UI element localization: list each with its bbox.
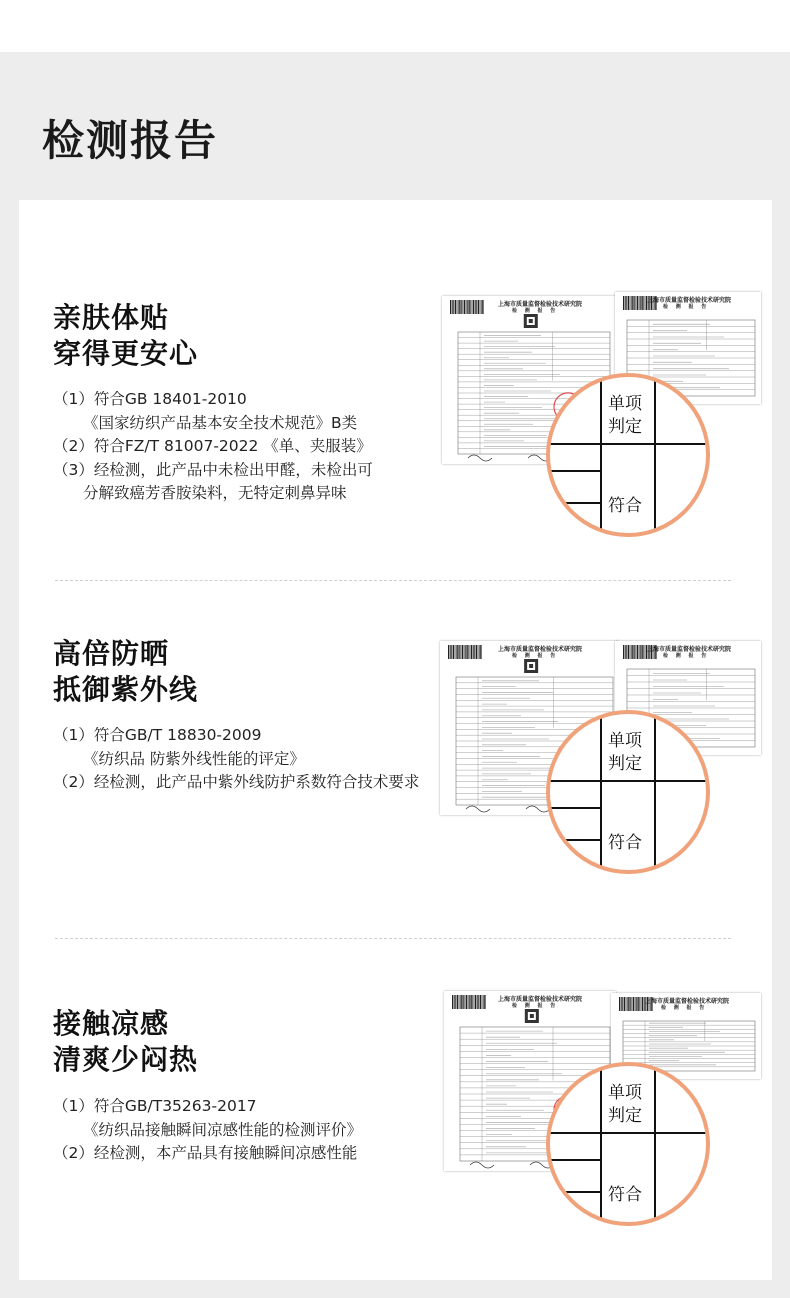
barcode-bar xyxy=(471,645,472,659)
signature xyxy=(470,1162,494,1168)
barcode-bar xyxy=(463,995,464,1009)
barcode-bar xyxy=(642,997,643,1011)
barcode-bar xyxy=(460,995,461,1009)
barcode-bar xyxy=(468,645,469,659)
signature xyxy=(468,455,492,461)
barcode-bar xyxy=(458,300,459,314)
verdict-label-line-1: 单项 xyxy=(608,394,642,414)
barcode-bar xyxy=(472,995,473,1009)
barcode-bar xyxy=(480,300,481,314)
verdict-result: 符合 xyxy=(608,833,642,853)
barcode-bar xyxy=(631,296,632,310)
barcode-bar xyxy=(622,997,623,1011)
report-institute: 上海市质量监督检验技术研究院 xyxy=(647,297,732,304)
barcode-bar xyxy=(637,296,638,310)
barcode-bar xyxy=(476,300,477,314)
barcode-bar xyxy=(451,645,452,659)
barcode-bar xyxy=(461,995,462,1009)
section-headline xyxy=(53,300,198,372)
section-divider xyxy=(55,938,731,939)
list-item: （2）经检测，本产品具有接触瞬间凉感性能 xyxy=(53,1144,358,1162)
barcode-bar xyxy=(453,645,454,659)
list-item: 《纺织品 防紫外线性能的评定》 xyxy=(83,749,305,768)
barcode-bar xyxy=(459,300,460,314)
barcode-bar xyxy=(469,995,470,1009)
barcode-bar xyxy=(457,300,458,314)
verdict-result: 符合 xyxy=(608,1185,642,1205)
list-item: （2）经检测，此产品中紫外线防护系数符合技术要求 xyxy=(53,773,420,791)
report-title: 检 测 报 告 xyxy=(663,653,710,659)
barcode-bar xyxy=(464,300,465,314)
barcode-bar xyxy=(448,645,449,659)
page-title: 检测报告 xyxy=(42,116,219,165)
barcode-bar xyxy=(645,296,646,310)
barcode-bar xyxy=(627,997,628,1011)
barcode-bar xyxy=(462,645,463,659)
barcode-bar xyxy=(636,645,637,659)
barcode-bar xyxy=(641,296,642,310)
barcode-bar xyxy=(634,296,635,310)
barcode-bar xyxy=(640,296,641,310)
report-title: 检 测 报 告 xyxy=(661,1005,708,1011)
barcode-bar xyxy=(472,300,473,314)
barcode-bar xyxy=(630,997,631,1011)
barcode-bar xyxy=(637,997,638,1011)
barcode-bar xyxy=(470,995,471,1009)
barcode-bar xyxy=(470,300,471,314)
list-item: （2）符合FZ/T 81007-2022 《单、夹服装》 xyxy=(53,437,372,455)
barcode-bar xyxy=(463,300,464,314)
barcode-bar xyxy=(630,296,631,310)
barcode-bar xyxy=(643,645,644,659)
barcode-bar xyxy=(473,645,474,659)
barcode-bar xyxy=(452,995,453,1009)
barcode-bar xyxy=(621,997,622,1011)
section-skin-friendly xyxy=(19,200,772,590)
barcode-bar xyxy=(643,296,644,310)
signature xyxy=(466,806,490,812)
barcode-bar xyxy=(461,645,462,659)
barcode-bar xyxy=(474,995,475,1009)
barcode-bar xyxy=(457,995,458,1009)
barcode-bar xyxy=(457,645,458,659)
barcode-bar xyxy=(641,997,642,1011)
barcode-bar xyxy=(645,645,646,659)
barcode-bar xyxy=(639,296,640,310)
barcode-bar xyxy=(634,645,635,659)
barcode-bar xyxy=(623,645,624,659)
barcode-bar xyxy=(484,995,485,1009)
barcode-bar xyxy=(466,995,467,1009)
barcode-bar xyxy=(639,645,640,659)
barcode-bar xyxy=(619,997,620,1011)
barcode-bar xyxy=(481,300,482,314)
barcode-bar xyxy=(452,300,453,314)
barcode-bar xyxy=(626,645,627,659)
verdict-label-line-1: 单项 xyxy=(608,1083,642,1103)
barcode-bar xyxy=(455,300,456,314)
barcode-bar xyxy=(639,997,640,1011)
barcode-bar xyxy=(478,645,479,659)
barcode-bar xyxy=(632,296,633,310)
barcode-bar xyxy=(625,645,626,659)
report-title: 检 测 报 告 xyxy=(512,1003,559,1009)
report-title: 检 测 报 告 xyxy=(512,653,559,659)
barcode-bar xyxy=(626,997,627,1011)
barcode-bar xyxy=(478,300,479,314)
standards-list xyxy=(53,388,373,506)
barcode-bar xyxy=(636,296,637,310)
list-item: （1）符合GB/T 18830-2009 xyxy=(53,726,262,744)
standards-list xyxy=(53,1095,362,1166)
report-title: 检 测 报 告 xyxy=(512,308,559,314)
barcode-bar xyxy=(456,645,457,659)
barcode-bar xyxy=(459,995,460,1009)
barcode-bar xyxy=(624,997,625,1011)
barcode-bar xyxy=(470,645,471,659)
verdict-magnifier xyxy=(546,710,710,874)
verdict-result: 符合 xyxy=(608,496,642,516)
barcode-bar xyxy=(454,995,455,1009)
verdict-magnifier xyxy=(546,1062,710,1226)
verdict-label-line-2: 判定 xyxy=(608,417,642,437)
headline-line-2: 抵御紫外线 xyxy=(53,673,199,706)
report-institute: 上海市质量监督检验技术研究院 xyxy=(647,646,732,653)
barcode-bar xyxy=(464,645,465,659)
report-institute: 上海市质量监督检验技术研究院 xyxy=(498,301,583,308)
barcode-bar xyxy=(480,995,481,1009)
report-institute: 上海市质量监督检验技术研究院 xyxy=(498,996,583,1003)
report-institute: 上海市质量监督检验技术研究院 xyxy=(498,646,583,653)
barcode-bar xyxy=(632,645,633,659)
barcode-bar xyxy=(477,995,478,1009)
barcode-bar xyxy=(474,645,475,659)
barcode-bar xyxy=(473,300,474,314)
barcode-bar xyxy=(461,300,462,314)
barcode-bar xyxy=(466,645,467,659)
list-item: （3）经检测，此产品中未检出甲醛，未检出可 xyxy=(53,460,373,479)
list-item: 《纺织品接触瞬间凉感性能的检测评价》 xyxy=(83,1120,363,1139)
list-item: （1）符合GB 18401-2010 xyxy=(53,390,247,408)
barcode-bar xyxy=(475,300,476,314)
barcode-bar xyxy=(628,645,629,659)
barcode-bar xyxy=(465,645,466,659)
barcode-bar xyxy=(482,300,483,314)
standards-list xyxy=(53,724,419,795)
barcode-bar xyxy=(628,296,629,310)
headline-line-1: 高倍防晒 xyxy=(53,637,170,670)
headline-line-2: 清爽少闷热 xyxy=(53,1043,199,1076)
barcode-bar xyxy=(626,296,627,310)
verdict-magnifier xyxy=(546,373,710,537)
barcode-bar xyxy=(466,300,467,314)
barcode-bar xyxy=(475,995,476,1009)
barcode-bar xyxy=(453,300,454,314)
barcode-bar xyxy=(476,645,477,659)
barcode-bar xyxy=(450,645,451,659)
barcode-bar xyxy=(623,296,624,310)
list-item: （1）符合GB/T35263-2017 xyxy=(53,1097,257,1115)
section-uv-protection xyxy=(19,590,772,940)
report-institute: 上海市质量监督检验技术研究院 xyxy=(645,998,730,1005)
headline-line-1: 亲肤体贴 xyxy=(53,301,170,334)
barcode-bar xyxy=(631,645,632,659)
barcode-bar xyxy=(640,645,641,659)
content-card xyxy=(19,200,772,1280)
barcode-bar xyxy=(636,997,637,1011)
barcode-bar xyxy=(468,995,469,1009)
section-headline xyxy=(53,636,198,708)
verdict-label-line-2: 判定 xyxy=(608,1106,642,1126)
barcode-bar xyxy=(455,995,456,1009)
list-item: 分解致癌芳香胺染料，无特定刺鼻异味 xyxy=(83,484,347,502)
verdict-label-line-1: 单项 xyxy=(608,731,642,751)
barcode-bar xyxy=(465,995,466,1009)
barcode-bar xyxy=(637,645,638,659)
barcode-bar xyxy=(450,300,451,314)
list-item: 《国家纺织产品基本安全技术规范》B类 xyxy=(83,413,358,432)
barcode-bar xyxy=(468,300,469,314)
report-title: 检 测 报 告 xyxy=(663,304,710,310)
barcode-bar xyxy=(633,997,634,1011)
barcode-bar xyxy=(483,995,484,1009)
barcode-bar xyxy=(625,296,626,310)
barcode-bar xyxy=(478,995,479,1009)
barcode-bar xyxy=(479,645,480,659)
headline-line-2: 穿得更安心 xyxy=(53,337,199,370)
barcode-bar xyxy=(641,645,642,659)
barcode-bar xyxy=(459,645,460,659)
barcode-bar xyxy=(480,645,481,659)
headline-line-1: 接触凉感 xyxy=(53,1007,170,1040)
barcode-bar xyxy=(455,645,456,659)
barcode-bar xyxy=(482,995,483,1009)
barcode-bar xyxy=(632,997,633,1011)
barcode-bar xyxy=(628,997,629,1011)
barcode-bar xyxy=(630,645,631,659)
barcode-bar xyxy=(635,997,636,1011)
section-headline xyxy=(53,1006,198,1078)
verdict-label-line-2: 判定 xyxy=(608,754,642,774)
section-cooling xyxy=(19,940,772,1280)
section-divider xyxy=(55,580,731,581)
barcode-bar xyxy=(467,300,468,314)
